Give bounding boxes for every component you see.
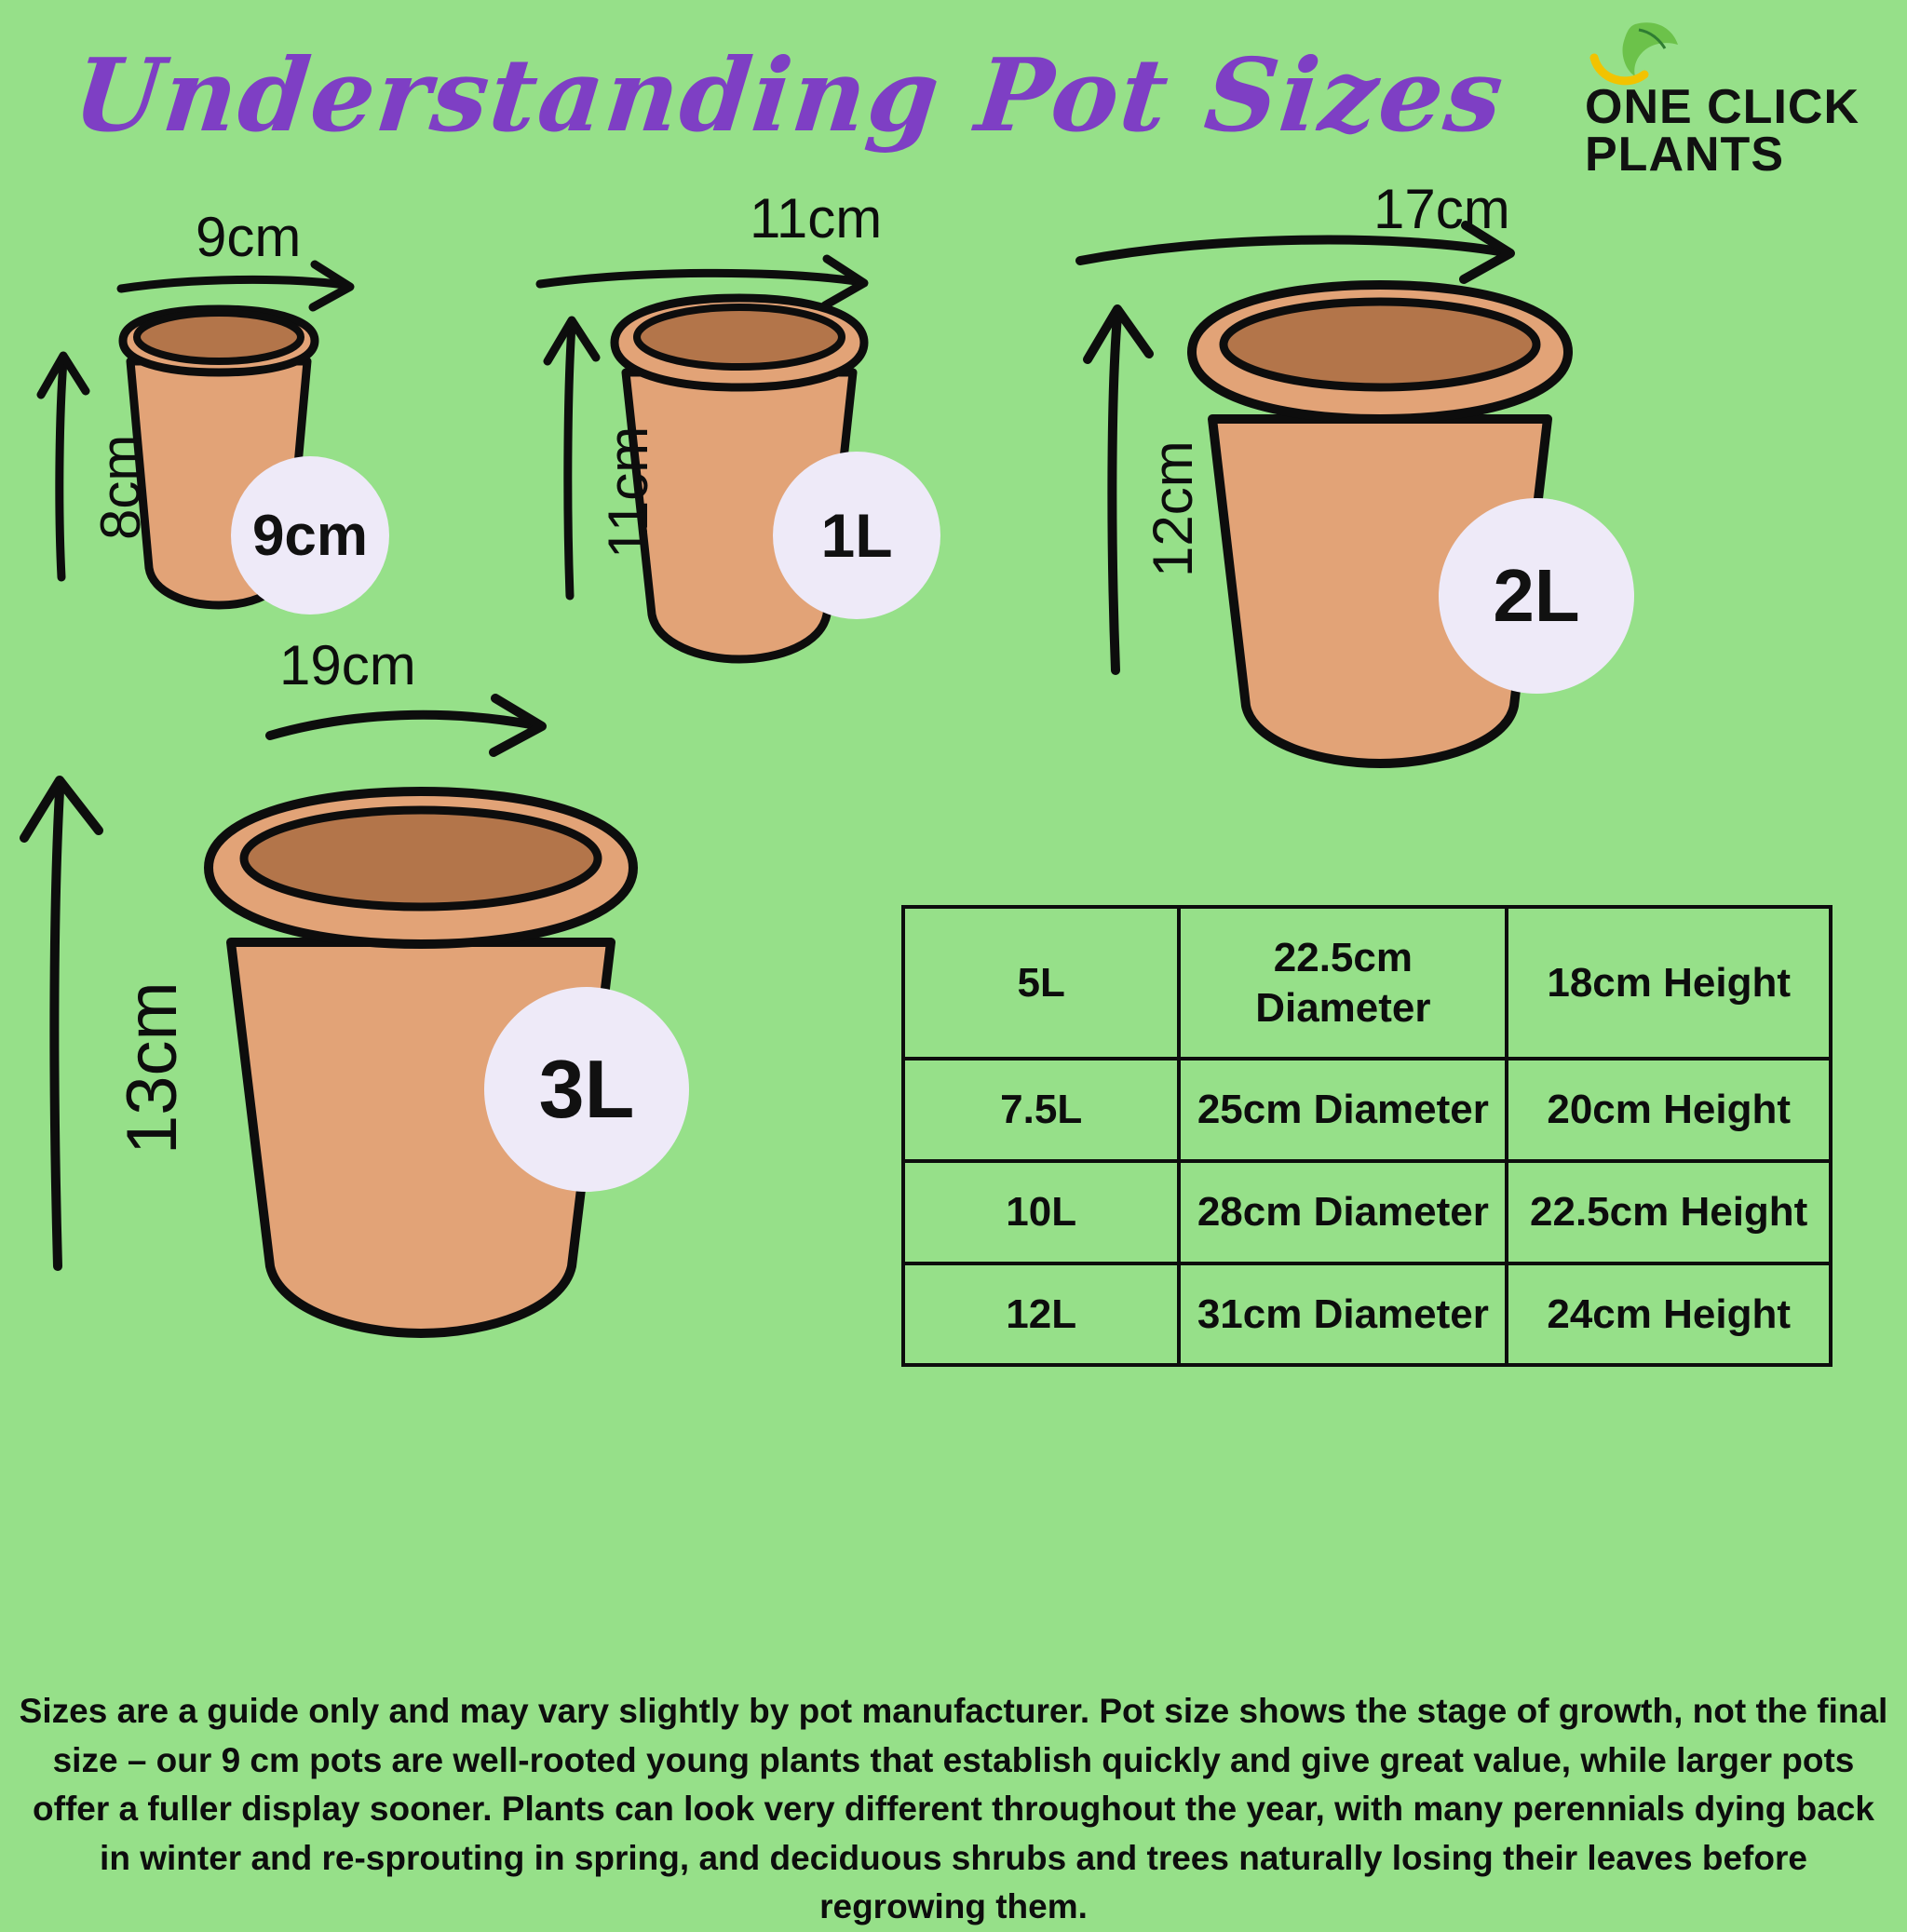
logo-line-1: ONE CLICK xyxy=(1585,80,1860,134)
pot-9cm-badge: 9cm xyxy=(231,456,389,615)
table-cell-volume: 10L xyxy=(903,1161,1179,1263)
table-row xyxy=(903,1161,1831,1263)
pot-2l-height-label: 12cm xyxy=(1142,440,1204,577)
pot-1l-width-label: 11cm xyxy=(750,187,883,250)
pot-3l-height-label: 13cm xyxy=(113,981,192,1155)
table-cell-diameter: 25cm Diameter xyxy=(1179,1059,1507,1161)
pot-9cm-height-label: 8cm xyxy=(89,434,152,540)
pot-2l xyxy=(1052,168,1779,847)
logo-text xyxy=(1585,80,1885,182)
table-cell-height: 20cm Height xyxy=(1507,1059,1831,1161)
footer-disclaimer: Sizes are a guide only and may vary slightly by pot manufacturer. Pot size shows the stage of growth, not the final size – our 9 cm pots are well-rooted young plants that establish quickly and give great value, while larger pots offer a fuller display sooner. Plants can look very different throughout the year, with many perennials dying back in winter and re-sprouting in spring, and deciduous shrubs and trees naturally losing their leaves before regrowing them. xyxy=(19,1692,1888,1926)
logo-line-2: PLANTS xyxy=(1585,127,1784,182)
table-row xyxy=(903,1263,1831,1366)
pot-2l-badge: 2L xyxy=(1439,498,1634,694)
table-cell-diameter: 22.5cm Diameter xyxy=(1179,907,1507,1059)
brand-logo xyxy=(1577,17,1885,182)
table-cell-volume: 5L xyxy=(903,907,1179,1059)
table-cell-diameter: 31cm Diameter xyxy=(1179,1263,1507,1366)
pot-9cm-width-label: 9cm xyxy=(196,206,302,268)
pot-1l-badge: 1L xyxy=(773,452,940,619)
pot-3l-width-label: 19cm xyxy=(279,634,416,696)
pot-1l-height-label: 11cm xyxy=(597,426,659,559)
table-cell-height: 22.5cm Height xyxy=(1507,1161,1831,1263)
table-cell-height: 24cm Height xyxy=(1507,1263,1831,1366)
table-cell-height: 18cm Height xyxy=(1507,907,1831,1059)
table-cell-volume: 7.5L xyxy=(903,1059,1179,1161)
table-row xyxy=(903,907,1831,1059)
table-cell-volume: 12L xyxy=(903,1263,1179,1366)
pot-3l xyxy=(0,615,838,1434)
pot-size-table xyxy=(901,905,1833,1367)
page-title: Understanding Pot Sizes xyxy=(68,37,1510,155)
leaf-icon xyxy=(1587,17,1689,84)
pot-3l-badge: 3L xyxy=(484,987,689,1192)
table-cell-diameter: 28cm Diameter xyxy=(1179,1161,1507,1263)
pot-2l-width-label: 17cm xyxy=(1373,178,1510,240)
table-row xyxy=(903,1059,1831,1161)
